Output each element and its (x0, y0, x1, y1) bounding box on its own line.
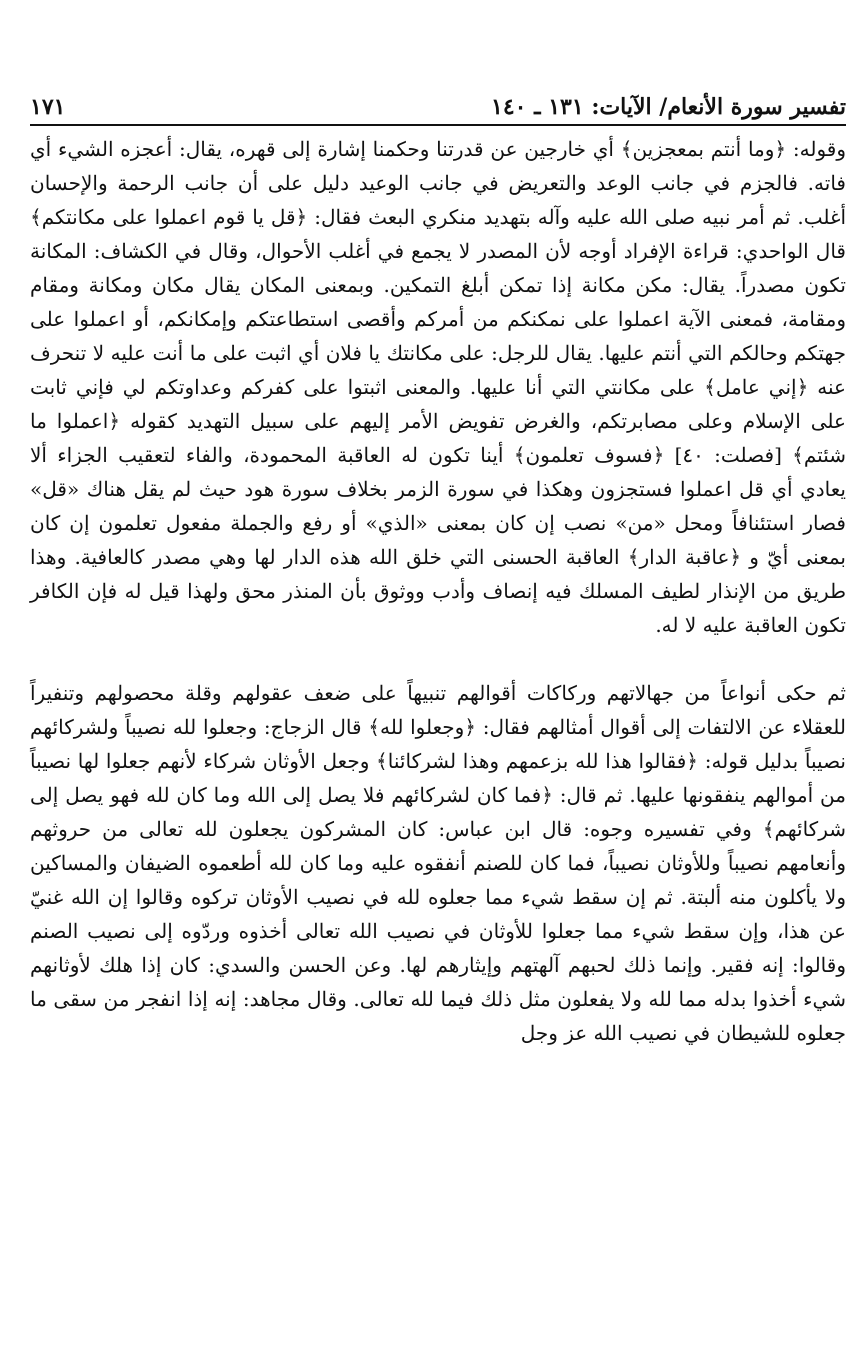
page-number: ١٧١ (30, 94, 66, 120)
paragraph: ثم حكى أنواعاً من جهالاتهم وركاكات أقوالهم تنبيهاً على ضعف عقولهم وقلة محصولهم وتنفيراً للعقلاء عن الالتفات إلى أقوال أمثالهم فقال: ﴿وجعلوا لله﴾ قال الزجاج: وجعلوا لله نصيباً ولشركائهم نصيباً بدليل قوله: ﴿فقالوا هذا لله بزعمهم وهذا لشركائنا﴾ وجعل الأوثان شركاء لأنهم جعلوا لها نصيباً من أموالهم ينفقونها عليها. ثم قال: ﴿فما كان لشركائهم فلا يصل إلى الله وما كان لله فهو يصل إلى شركائهم﴾ وفي تفسيره وجوه: قال ابن عباس: كان المشركون يجعلون لله تعالى من حروثهم وأنعامهم نصيباً وللأوثان نصيباً، فما كان للصنم أنفقوه عليه وما كان لله أطعموه الضيفان والمساكين ولا يأكلون منه ألبتة. ثم إن سقط شيء مما جعلوه لله في نصيب الأوثان تركوه وقالوا إن الله غنيّ عن هذا، وإن سقط شيء مما جعلوا للأوثان في نصيب الله تعالى أخذوه وردّوه إلى نصيب الصنم وقالوا: إنه فقير. وإنما ذلك لحبهم آلهتهم وإيثارهم لها. وعن الحسن والسدي: كان إذا هلك لأوثانهم شيء أخذوا بدله مما لله ولا يفعلون مثل ذلك فيما لله تعالى. وقال مجاهد: إنه إذا انفجر من سقى ما جعلوه للشيطان في نصيب الله عز وجل (30, 681, 847, 1045)
body-text (30, 132, 846, 1050)
running-title: تفسير سورة الأنعام/ الآيات: ١٣١ ـ ١٤٠ (491, 94, 846, 120)
paragraph: وقوله: ﴿وما أنتم بمعجزين﴾ أي خارجين عن قدرتنا وحكمنا إشارة إلى قهره، يقال: أعجزه الشيء أي فاته. فالجزم في جانب الوعد والتعريض في جانب الوعيد دليل على أن جانب الرحمة والإحسان أغلب. ثم أمر نبيه صلى الله عليه وآله بتهديد منكري البعث فقال: ﴿قل يا قوم اعملوا على مكانتكم﴾ قال الواحدي: قراءة الإفراد أوجه لأن المصدر لا يجمع في أغلب الأحوال، وقال في الكشاف: المكانة تكون مصدراً. يقال: مكن مكانة إذا تمكن أبلغ التمكين. وبمعنى المكان يقال مكان ومكانة ومقام ومقامة، فمعنى الآية اعملوا على نمكنكم من أمركم وأقصى استطاعتكم وإمكانكم، أو اعملوا على جهتكم وحالكم التي أنتم عليها. يقال للرجل: على مكانتك يا فلان أي اثبت على ما أنت عليه لا تنحرف عنه ﴿إني عامل﴾ على مكانتي التي أنا عليها. والمعنى اثبتوا على كفركم وعداوتكم لي فإني ثابت على الإسلام وعلى مصابرتكم، والغرض تفويض الأمر إليهم على سبيل التهديد كقوله ﴿اعملوا ما شئتم﴾ [فصلت: ٤٠] ﴿فسوف تعلمون﴾ أينا تكون له العاقبة المحمودة، والفاء لتعقيب الجزاء ألا يعادي أي قل اعملوا فستجزون وهكذا في سورة الزمر بخلاف سورة هود حيث لم يقل هناك «قل» فصار استئنافاً ومحل «من» نصب إن كان بمعنى «الذي» أو رفع والجملة مفعول تعلمون إن كان بمعنى أيّ و ﴿عاقبة الدار﴾ العاقبة الحسنى التي خلق الله هذه الدار لها وهي مصدر كالعافية. وهذا طريق من الإنذار لطيف المسلك فيه إنصاف وأدب ووثوق بأن المنذر محق ولهذا قيل له فإن الكافر تكون العاقبة عليه لا له. (30, 137, 846, 637)
header-rule (30, 124, 846, 126)
running-header (30, 86, 846, 120)
